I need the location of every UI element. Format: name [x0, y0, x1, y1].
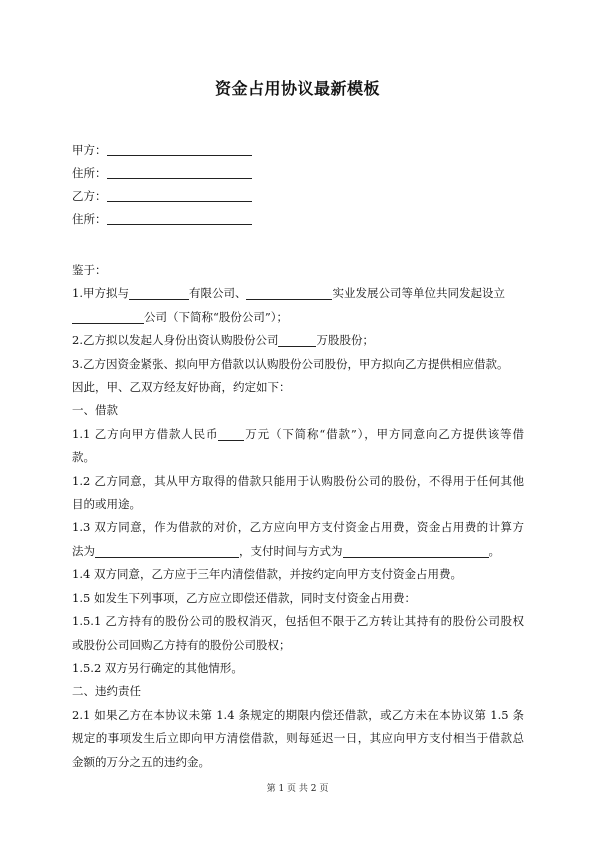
page-footer: 第 1 页 共 2 页 [266, 784, 329, 794]
recital-1-blank-2[interactable] [246, 287, 332, 300]
recital-1-blank-1[interactable] [129, 287, 189, 300]
clause-1-1-line-2: 款。 [72, 450, 95, 465]
loan-amount-blank[interactable] [218, 428, 244, 441]
recital-2: 2.乙方拟以发起人身份出资认购股份公司 万股股份； [72, 333, 374, 348]
clause-1-1-line-1: 1.1 乙方向甲方借款人民币 万元（下简称“借款”），甲方同意向乙方提供该等借 [72, 426, 524, 441]
clause-1-5-1-line-1: 1.5.1 乙方持有的股份公司的股权消灭，包括但不限于乙方转让其持有的股份公司股权 [72, 614, 524, 629]
document-title: 资金占用协议最新模板 [214, 79, 380, 98]
party-b-address-label: 住所： [72, 212, 107, 226]
clause-1-5: 1.5 如发生下列事项，乙方应立即偿还借款，同时支付资金占用费： [72, 590, 416, 605]
party-b-address-row [72, 212, 252, 226]
party-a-blank[interactable] [107, 144, 252, 156]
recital-1-blank-3[interactable] [72, 311, 144, 324]
clause-1-2-line-1: 1.2 乙方同意，其从甲方取得的借款只能用于认购股份公司的股份，不得用于任何其他 [72, 473, 524, 488]
therefore-clause: 因此，甲、乙双方经友好协商，约定如下： [72, 380, 291, 395]
party-b-label: 乙方： [72, 189, 107, 203]
clause-2-1-line-1: 2.1 如果乙方在本协议未第 1.4 条规定的期限内偿还借款，或乙方未在本协议第 1.5 条 [72, 707, 524, 722]
party-a-address-label: 住所： [72, 166, 107, 180]
fee-calculation-blank[interactable] [95, 545, 239, 558]
clause-1-3-line-1: 1.3 双方同意，作为借款的对价，乙方应向甲方支付资金占用费，资金占用费的计算方 [72, 520, 524, 535]
party-a-address-row [72, 166, 252, 180]
party-a-label: 甲方： [72, 143, 107, 157]
recital-3: 3.乙方因资金紧张、拟向甲方借款以认购股份公司股份，甲方拟向乙方提供相应借款。 [72, 356, 509, 371]
clause-1-4: 1.4 双方同意，乙方应于三年内清偿借款，并按约定向甲方支付资金占用费。 [72, 567, 462, 582]
clause-1-2-line-2: 目的或用途。 [72, 497, 141, 512]
section-1-heading: 一、借款 [72, 403, 118, 418]
party-b-address-blank[interactable] [107, 213, 252, 225]
clause-1-5-2: 1.5.2 双方另行确定的其他情形。 [72, 660, 243, 675]
section-2-heading: 二、违约责任 [72, 684, 141, 699]
preamble: 鉴于： [72, 263, 107, 277]
clause-2-1-line-3: 金额的万分之五的违约金。 [72, 754, 210, 769]
party-b-blank[interactable] [107, 190, 252, 202]
recital-1-line-1: 1.甲方拟与 有限公司、 实业发展公司等单位共同发起设立 [72, 286, 505, 301]
recital-1-line-2: 公司（下简称“股份公司”）； [72, 306, 524, 329]
party-a-name-row [72, 143, 252, 157]
payment-method-blank[interactable] [343, 545, 489, 558]
document-body [72, 259, 524, 774]
clause-1-5-1-line-2: 或股份公司回购乙方持有的股份公司股权； [72, 637, 291, 652]
party-a-address-blank[interactable] [107, 167, 252, 179]
clause-2-1-line-2: 规定的事项发生后立即向甲方清偿借款，则每延迟一日，其应向甲方支付相当于借款总 [72, 731, 524, 746]
recital-2-blank[interactable] [278, 334, 316, 347]
clause-1-3-line-2: 法为 ，支付时间与方式为 。 [72, 543, 500, 558]
party-b-name-row [72, 189, 252, 203]
